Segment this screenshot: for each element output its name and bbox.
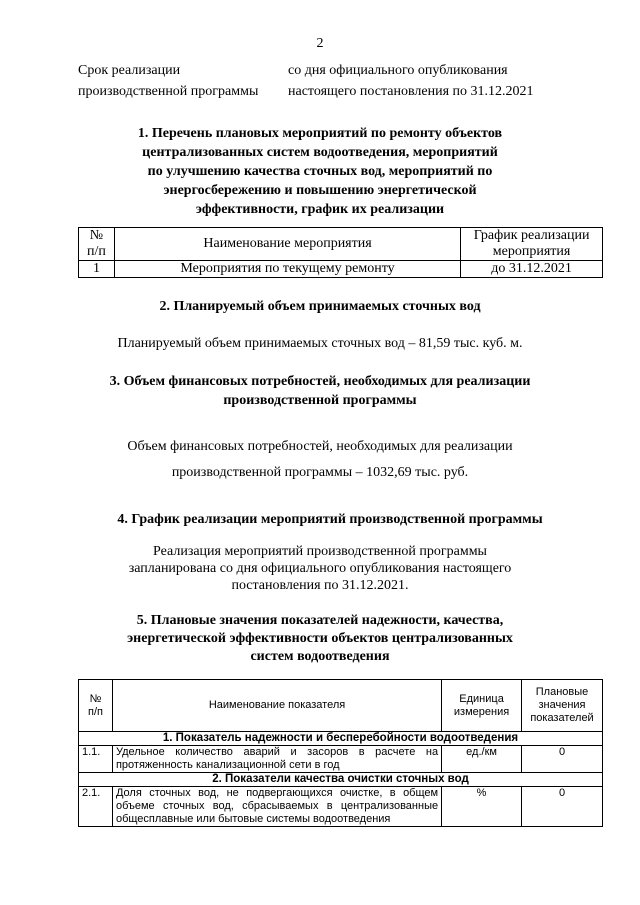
header-unit-line: измерения bbox=[453, 705, 510, 718]
heading-line: 5. Плановые значения показателей надежности, качества, bbox=[136, 613, 504, 628]
term-label-line: Срок реализации bbox=[78, 63, 181, 78]
heading-line: централизованных систем водоотведения, мероприятий bbox=[142, 145, 498, 160]
cell-unit: ед./км bbox=[442, 746, 522, 773]
term-label bbox=[78, 60, 288, 102]
activities-table bbox=[78, 227, 603, 278]
cell-num: 1 bbox=[79, 261, 115, 278]
cell-num: 1.1. bbox=[79, 746, 113, 773]
header-num-line: № bbox=[89, 228, 104, 243]
table-group-row bbox=[79, 732, 603, 746]
header-name: Наименование мероприятия bbox=[114, 228, 460, 261]
header-unit-line: Единица bbox=[459, 692, 504, 705]
header-num bbox=[79, 680, 113, 732]
heading-line: эффективности, график их реализации bbox=[195, 202, 445, 217]
heading-line: по улучшению качества сточных вод, мероприятий по bbox=[147, 164, 493, 179]
header-num-line: п/п bbox=[87, 244, 106, 259]
section2-heading: 2. Планируемый объем принимаемых сточных вод bbox=[159, 299, 481, 314]
heading-line: систем водоотведения bbox=[250, 649, 390, 664]
group-title: 2. Показатели качества очистки сточных вод bbox=[79, 773, 603, 787]
cell-num: 2.1. bbox=[79, 787, 113, 827]
header-schedule-line: График реализации bbox=[473, 228, 590, 243]
section4-text bbox=[90, 543, 550, 594]
term-value-line: со дня официального опубликования bbox=[288, 63, 508, 78]
group-title: 1. Показатель надежности и бесперебойности водоотведения bbox=[79, 732, 603, 746]
section3-text-line: производственной программы – 1032,69 тыс. руб. bbox=[171, 465, 469, 480]
cell-name: Удельное количество аварий и засоров в расчете на протяженность канализационной сети в год bbox=[112, 746, 441, 773]
table-group-row bbox=[79, 773, 603, 787]
text-line: Реализация мероприятий производственной программы bbox=[153, 544, 487, 559]
term-label-line: производственной программы bbox=[78, 84, 259, 99]
term-value bbox=[288, 60, 588, 102]
term-value-line: настоящего постановления по 31.12.2021 bbox=[288, 84, 534, 99]
heading-line: 3. Объем финансовых потребностей, необходимых для реализации bbox=[109, 374, 531, 389]
page-number: 2 bbox=[316, 36, 324, 51]
heading-line: энергосбережению и повышению энергетической bbox=[163, 183, 477, 198]
heading-line: производственной программы bbox=[223, 393, 417, 408]
section3-heading bbox=[70, 372, 570, 410]
cell-schedule: до 31.12.2021 bbox=[461, 261, 603, 278]
section1-heading bbox=[90, 124, 550, 219]
header-plan-line: показателей bbox=[530, 712, 594, 724]
header-schedule-line: мероприятия bbox=[492, 244, 571, 259]
header-plan-line: Плановые bbox=[535, 686, 589, 698]
header-plan bbox=[522, 680, 603, 732]
heading-line: 1. Перечень плановых мероприятий по ремонту объектов bbox=[137, 126, 503, 141]
header-num-line: № bbox=[89, 692, 102, 705]
text-line: постановления по 31.12.2021. bbox=[231, 578, 409, 593]
cell-name: Мероприятия по текущему ремонту bbox=[114, 261, 460, 278]
indicators-table bbox=[78, 679, 603, 827]
header-plan-line: значения bbox=[538, 699, 586, 711]
heading-line: энергетической эффективности объектов централизованных bbox=[127, 631, 513, 646]
cell-name: Доля сточных вод, не подвергающихся очистке, в общем объеме сточных вод, сбрасываемых в централизованные общесплавные или бытовые системы водоотведения bbox=[112, 787, 441, 827]
cell-value: 0 bbox=[522, 787, 603, 827]
table-header-row bbox=[79, 228, 603, 261]
header-unit bbox=[442, 680, 522, 732]
header-schedule bbox=[461, 228, 603, 261]
section5-heading bbox=[80, 612, 560, 666]
header-num-line: п/п bbox=[87, 705, 103, 718]
table-row bbox=[79, 746, 603, 773]
table-row bbox=[79, 787, 603, 827]
section4-heading: 4. График реализации мероприятий производственной программы bbox=[117, 512, 543, 527]
header-num bbox=[79, 228, 115, 261]
text-line: запланирована со дня официального опубликования настоящего bbox=[128, 561, 512, 576]
cell-value: 0 bbox=[522, 746, 603, 773]
table-header-row bbox=[79, 680, 603, 732]
header-name: Наименование показателя bbox=[112, 680, 441, 732]
section2-text: Планируемый объем принимаемых сточных вод – 81,59 тыс. куб. м. bbox=[117, 336, 523, 351]
cell-unit: % bbox=[442, 787, 522, 827]
table-row bbox=[79, 261, 603, 278]
section3-text-line: Объем финансовых потребностей, необходимых для реализации bbox=[127, 439, 513, 454]
